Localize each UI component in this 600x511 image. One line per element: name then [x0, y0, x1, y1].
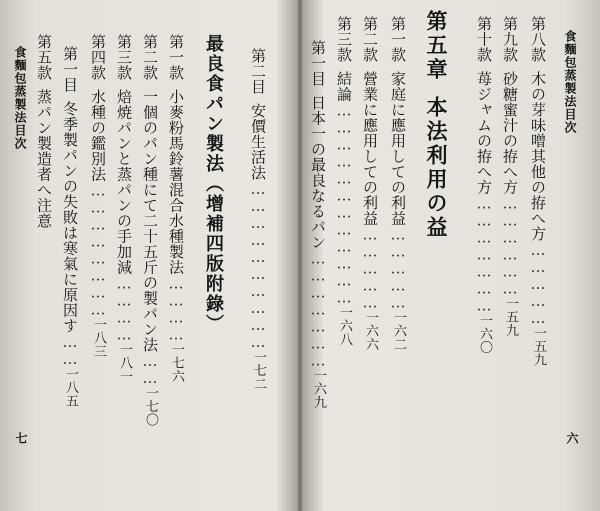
- toc-entry-label: 第二目: [249, 48, 267, 95]
- toc-entry-right-8: [310, 40, 325, 409]
- toc-page-number: 一八一: [117, 342, 132, 383]
- toc-chapter-title: 本法利用の益: [424, 96, 449, 240]
- toc-entry-left-6: [168, 34, 183, 383]
- toc-leader-dots: ……: [61, 333, 79, 367]
- toc-entry-title: 家庭に應用しての利益: [389, 70, 407, 226]
- toc-page-number: 一五九: [531, 326, 546, 367]
- toc-entry-label: 第四款: [89, 34, 107, 81]
- toc-page-number: 一八五: [63, 367, 78, 408]
- toc-leader-dots: ……: [141, 352, 159, 386]
- right-running-header: 食麵包蒸製法目次: [563, 30, 577, 134]
- toc-leader-dots: ……………: [529, 241, 547, 326]
- toc-entry-right-5: [390, 16, 405, 351]
- toc-page-number: 一六九: [311, 368, 326, 409]
- toc-leader-dots: ……………………: [89, 181, 107, 318]
- toc-entry-title: 日本一の最良なるパン: [309, 94, 327, 250]
- toc-entry-label: 第一目: [309, 40, 327, 87]
- toc-chapter-heading: [426, 10, 447, 240]
- left-page: [0, 0, 298, 511]
- toc-entry-label: 第十款: [475, 16, 493, 63]
- toc-page-number: 一七〇: [143, 386, 158, 427]
- toc-leader-dots: …………: [167, 274, 185, 343]
- right-folio: 六: [565, 432, 579, 445]
- toc-entry-left-3: [90, 34, 105, 358]
- toc-page-number: 一六六: [363, 310, 378, 351]
- toc-entry-right-6: [362, 16, 377, 351]
- toc-entry-title: 木の芽味噌其他の拵へ方: [529, 70, 547, 241]
- toc-page-number: 一六〇: [477, 313, 492, 354]
- toc-page-number: 一六二: [391, 310, 406, 351]
- toc-leader-dots: ……………: [389, 225, 407, 311]
- toc-leader-dots: ………………………………: [335, 101, 353, 306]
- toc-entry-title: 一個のパン種にて二十五斤の製パン法: [141, 88, 159, 352]
- toc-entry-right-3: [476, 16, 491, 354]
- toc-leader-dots: …………: [115, 274, 133, 343]
- right-page: [302, 0, 600, 511]
- toc-page-number: 一七二: [251, 350, 266, 391]
- toc-entry-left-2: [62, 46, 77, 408]
- toc-entry-label: 第五款: [35, 34, 53, 81]
- toc-page-number: 一六八: [337, 305, 352, 346]
- toc-leader-dots: …………………: [475, 194, 493, 314]
- left-running-header: 食麵包蒸製法目次: [13, 46, 27, 150]
- left-folio: 七: [14, 432, 28, 445]
- toc-entry-right-1: [530, 16, 545, 367]
- toc-page-number: 一七六: [169, 342, 184, 383]
- toc-leader-dots: …………………: [309, 249, 327, 369]
- toc-entry-right-2: [502, 16, 517, 337]
- toc-entry-left-8: [250, 48, 265, 391]
- toc-page-number: 一八三: [91, 317, 106, 358]
- toc-entry-left-5: [142, 34, 157, 427]
- toc-entry-title: 結論: [335, 70, 353, 102]
- toc-appendix-heading: 最良食パン製法（增補四版附錄）: [203, 34, 224, 334]
- toc-entry-label: 第一款: [167, 34, 185, 81]
- toc-entry-title: 安價生活法: [249, 102, 267, 180]
- toc-page-number: 一五九: [503, 296, 518, 337]
- toc-leader-dots: ……………: [361, 225, 379, 311]
- toc-entry-title: 焙焼パンと蒸パンの手加減: [115, 88, 133, 275]
- toc-leader-dots: …………………………: [249, 180, 267, 350]
- toc-entry-title: 營業に應用しての利益: [361, 70, 379, 226]
- toc-entry-right-7: [336, 16, 351, 346]
- toc-entry-title: 苺ジャムの拵へ方: [475, 70, 493, 195]
- toc-entry-label: 第三款: [115, 34, 133, 81]
- toc-entry-label: 第八款: [529, 16, 547, 63]
- toc-entry-title: 水種の鑑別法: [89, 88, 107, 182]
- toc-entry-title: 冬季製パンの失敗は寒氣に原因す: [61, 100, 79, 333]
- toc-chapter-label: 第五章: [424, 10, 449, 82]
- toc-entry-title: 小麥粉馬鈴薯混合水種製法: [167, 88, 185, 275]
- toc-entry-label: 第一款: [389, 16, 407, 63]
- toc-entry-label: 第九款: [501, 16, 519, 63]
- toc-entry-title: 蒸パン製造者へ注意: [35, 88, 53, 228]
- toc-leader-dots: ………………: [501, 194, 519, 297]
- toc-entry-left-1: [36, 34, 51, 228]
- toc-entry-label: 第一目: [61, 46, 79, 93]
- toc-entry-label: 第三款: [335, 16, 353, 63]
- toc-entry-label: 第二款: [141, 34, 159, 81]
- toc-entry-left-4: [116, 34, 131, 383]
- toc-entry-title: 砂糖蜜汁の拵へ方: [501, 70, 519, 195]
- toc-entry-label: 第二款: [361, 16, 379, 63]
